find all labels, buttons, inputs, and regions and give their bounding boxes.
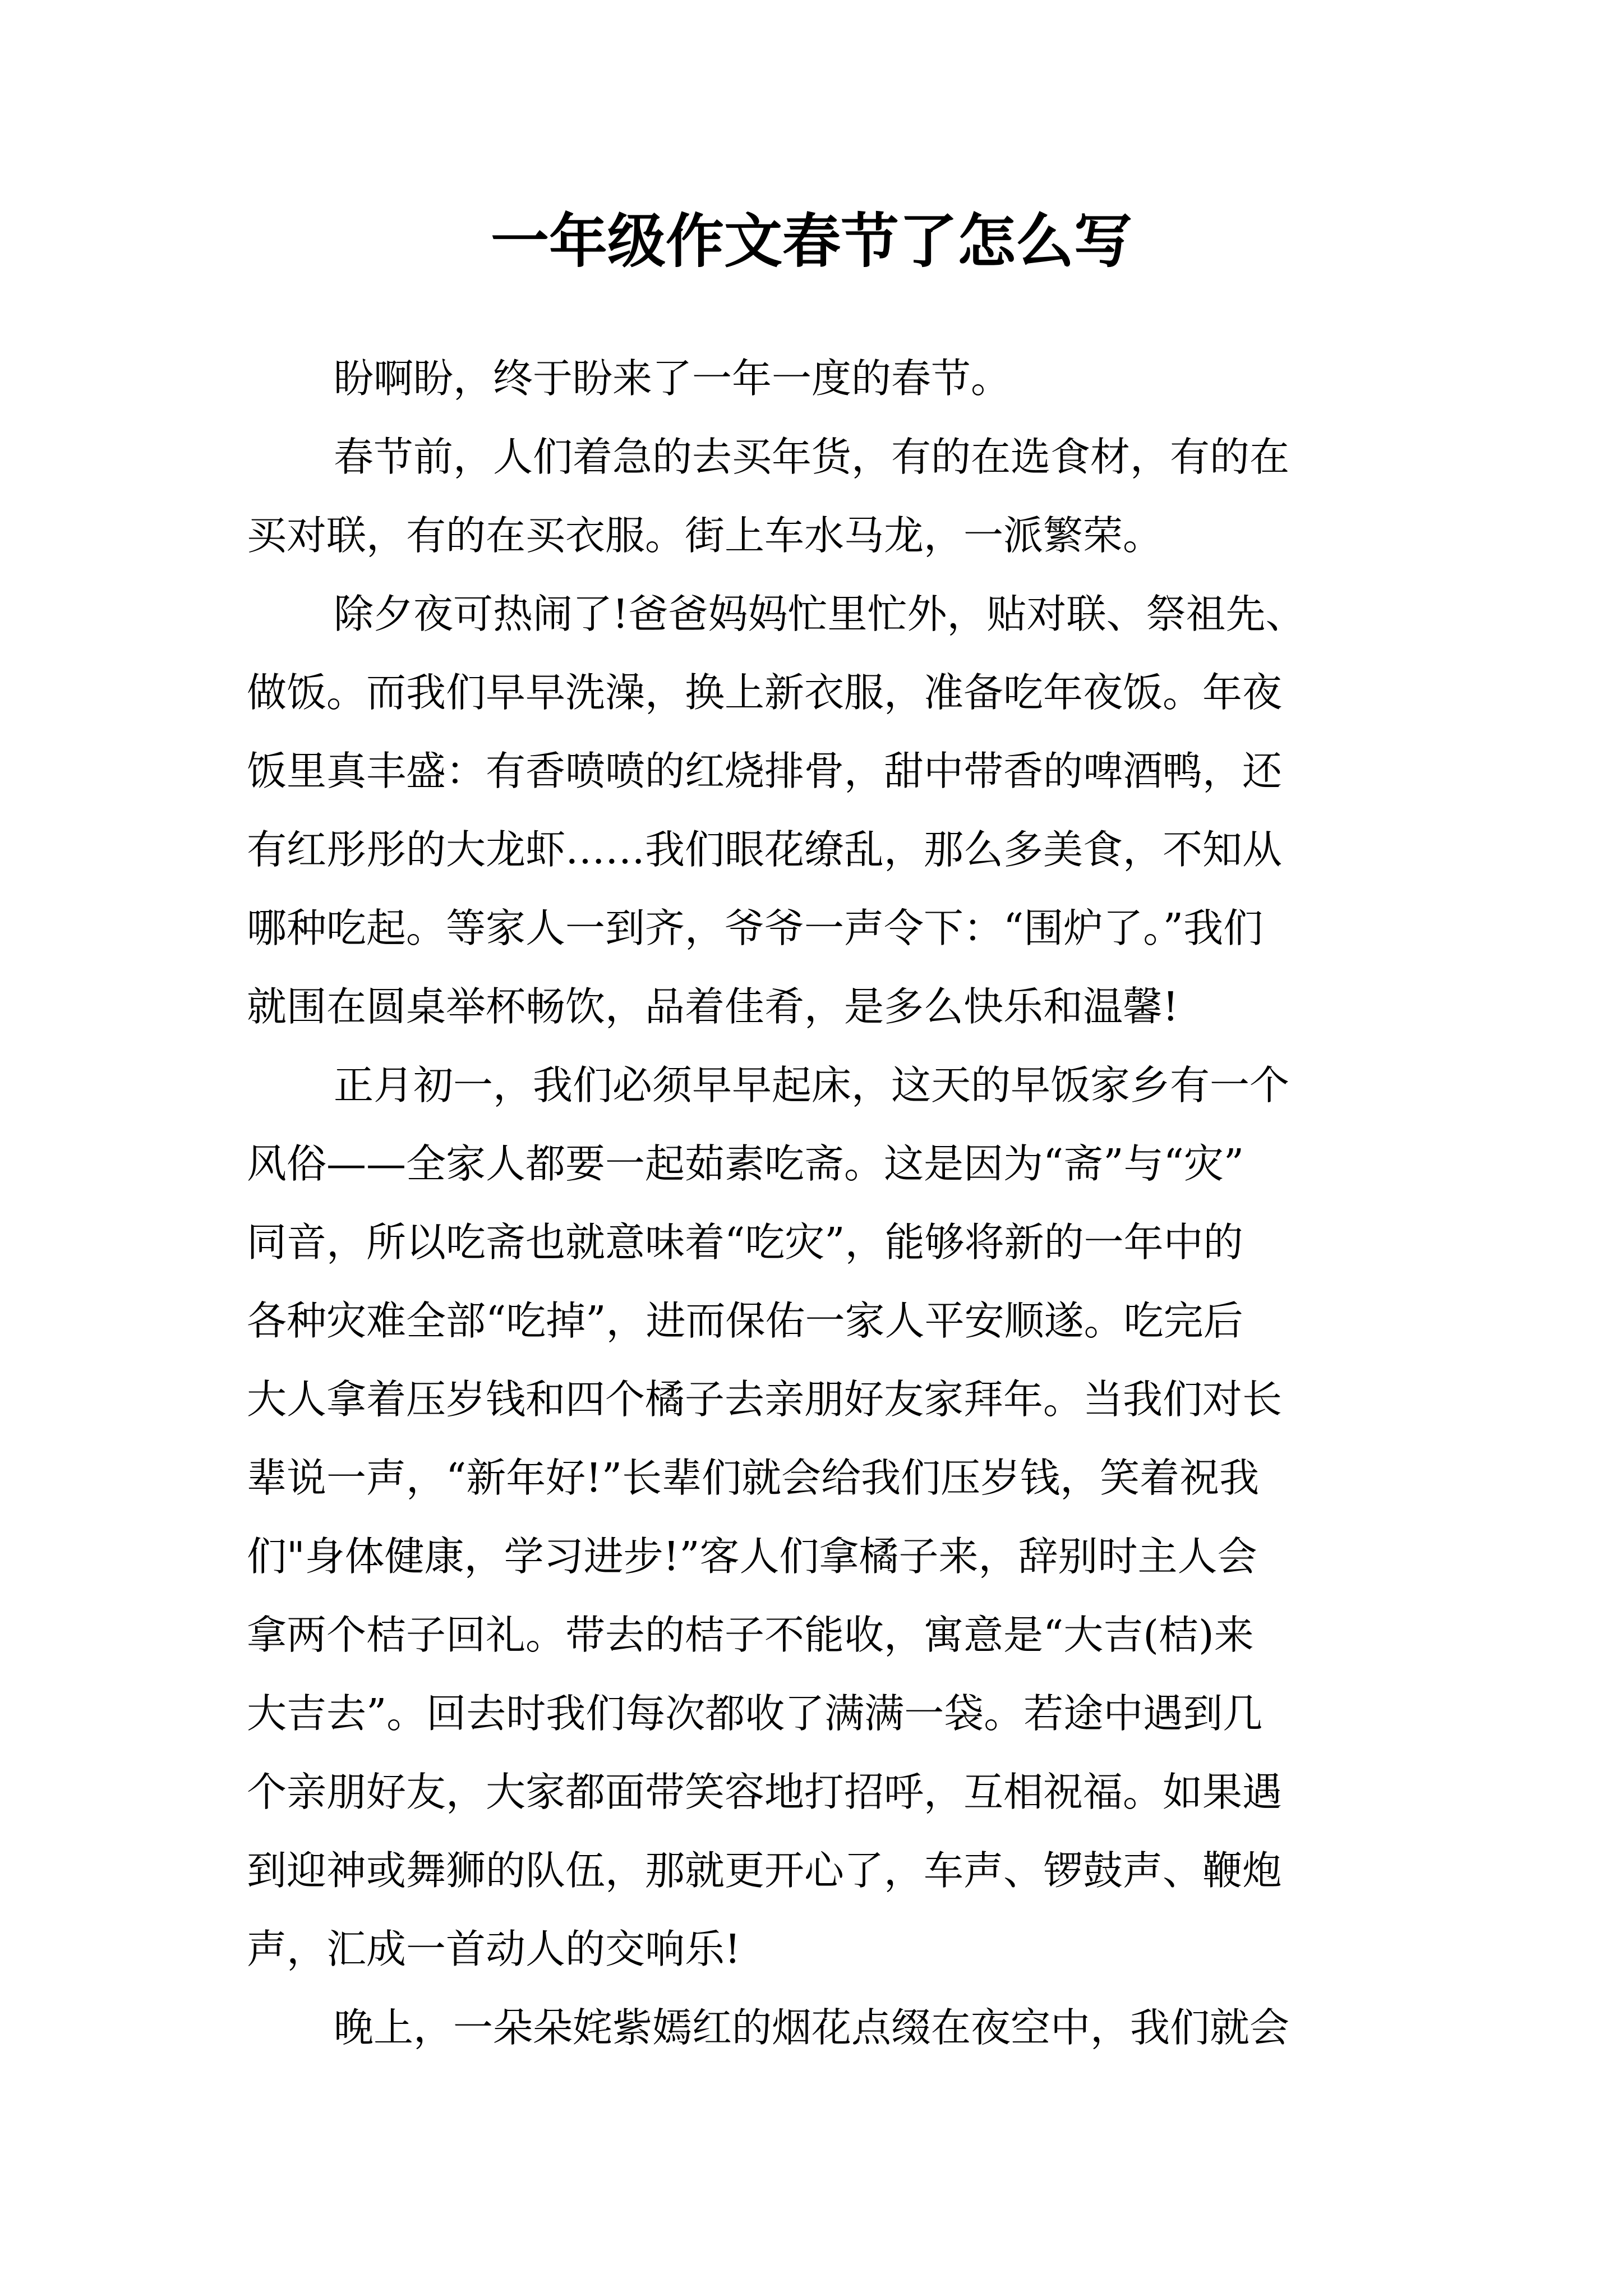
text-line: 风俗——全家人都要一起茹素吃斋。这是因为“斋”与“灾” (247, 1140, 1244, 1187)
text-line: 买对联，有的在买衣服。街上车水马龙，一派繁荣。 (247, 512, 1163, 559)
text-line: 春节前，人们着急的去买年货，有的在选食材，有的在 (334, 434, 1290, 480)
text-line: 哪种吃起。等家人一到齐，爷爷一声令下：“围炉了。”我们 (247, 905, 1264, 951)
text-line: 同音，所以吃斋也就意味着“吃灾”，能够将新的一年中的 (247, 1219, 1243, 1266)
text-line: 盼啊盼，终于盼来了一年一度的春节。 (334, 355, 1011, 402)
text-line: 饭里真丰盛：有香喷喷的红烧排骨，甜中带香的啤酒鸭，还 (247, 748, 1283, 794)
text-line: 做饭。而我们早早洗澡，换上新衣服，准备吃年夜饭。年夜 (247, 669, 1283, 716)
text-line: 除夕夜可热闹了!爸爸妈妈忙里忙外，贴对联、祭祖先、 (334, 591, 1306, 637)
text-line: 晚上，一朵朵姹紫嫣红的烟花点缀在夜空中，我们就会 (334, 2004, 1290, 2051)
text-line: 们"身体健康，学习进步!”客人们拿橘子来，辞别时主人会 (247, 1533, 1257, 1580)
document-body (247, 339, 1368, 2067)
text-line: 声，汇成一首动人的交响乐! (247, 1926, 741, 1972)
document-title: 一年级作文春节了怎么写 (490, 206, 1132, 275)
text-line: 正月初一，我们必须早早起床，这天的早饭家乡有一个 (334, 1062, 1290, 1108)
text-line: 有红彤彤的大龙虾……我们眼花缭乱，那么多美食，不知从 (247, 826, 1283, 873)
text-line: 到迎神或舞狮的队伍，那就更开心了，车声、锣鼓声、鞭炮 (247, 1847, 1283, 1894)
text-line: 大人拿着压岁钱和四个橘子去亲朋好友家拜年。当我们对长 (247, 1376, 1283, 1423)
text-line: 就围在圆桌举杯畅饮，品着佳肴，是多么快乐和温馨! (247, 983, 1179, 1030)
text-line: 个亲朋好友，大家都面带笑容地打招呼，互相祝福。如果遇 (247, 1769, 1283, 1815)
text-line: 辈说一声，“新年好!”长辈们就会给我们压岁钱，笑着祝我 (247, 1455, 1260, 1501)
text-line: 大吉去”。回去时我们每次都收了满满一袋。若途中遇到几 (247, 1690, 1263, 1737)
text-line: 拿两个桔子回礼。带去的桔子不能收，寓意是“大吉(桔)来 (247, 1612, 1254, 1658)
text-line: 各种灾难全部“吃掉”，进而保佑一家人平安顺遂。吃完后 (247, 1297, 1243, 1344)
